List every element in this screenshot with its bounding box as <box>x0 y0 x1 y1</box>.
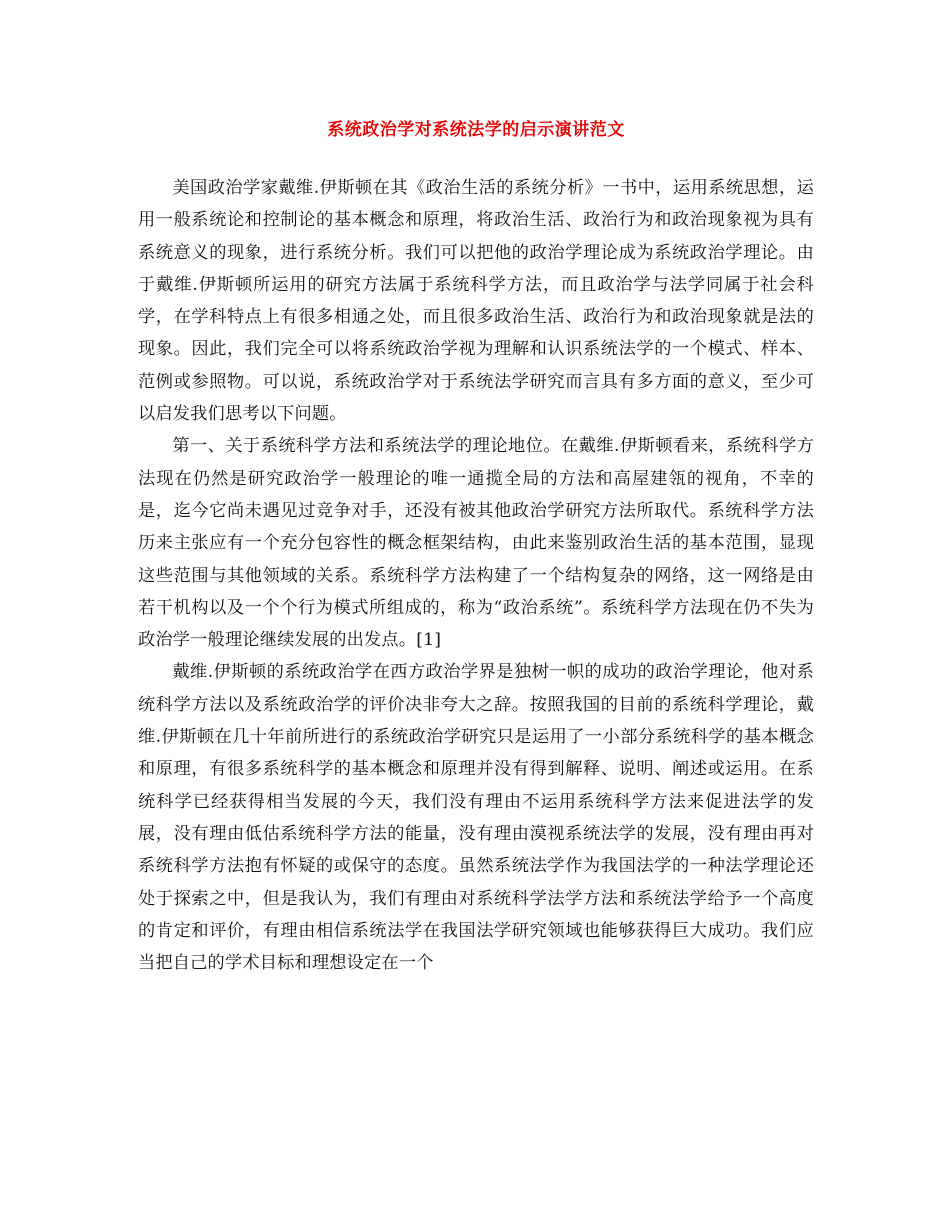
paragraph-intro: 美国政治学家戴维.伊斯顿在其《政治生活的系统分析》一书中，运用系统思想，运用一般系统论和控制论的基本概念和原理，将政治生活、政治行为和政治现象视为具有系统意义的现象，进行系统分析。我们可以把他的政治学理论成为系统政治学理论。由于戴维.伊斯顿所运用的研究方法属于系统科学方法，而且政治学与法学同属于社会科学，在学科特点上有很多相通之处，而且很多政治生活、政治行为和政治现象就是法的现象。因此，我们完全可以将系统政治学视为理解和认识系统法学的一个模式、样本、范例或参照物。可以说，系统政治学对于系统法学研究而言具有多方面的意义，至少可以启发我们思考以下问题。 <box>138 178 814 425</box>
paragraph-first-point: 第一、关于系统科学方法和系统法学的理论地位。在戴维.伊斯顿看来，系统科学方法现在仍然是研究政治学一般理论的唯一通揽全局的方法和高屋建瓴的视角，不幸的是，迄今它尚未遇见过竞争对手，还没有被其他政治学研究方法所取代。系统科学方法历来主张应有一个充分包容性的概念框架结构，由此来鉴别政治生活的基本范围，显现这些范围与其他领域的关系。系统科学方法构建了一个结构复杂的网络，这一网络是由若干机构以及一个个行为模式所组成的，称为“政治系统”。系统科学方法现在仍不失为政治学一般理论继续发展的出发点。[1] <box>138 436 814 651</box>
document-title: 系统政治学对系统法学的启示演讲范文 <box>327 120 625 140</box>
paragraph-evaluation: 戴维.伊斯顿的系统政治学在西方政治学界是独树一帜的成功的政治学理论，他对系统科学方法以及系统政治学的评价决非夸大之辞。按照我国的目前的系统科学理论，戴维.伊斯顿在几十年前所进行的系统政治学研究只是运用了一小部分系统科学的基本概念和原理，有很多系统科学的基本概念和原理并没有得到解释、说明、阐述或运用。在系统科学已经获得相当发展的今天，我们没有理由不运用系统科学方法来促进法学的发展，没有理由低估系统科学方法的能量，没有理由漠视系统法学的发展，没有理由再对系统科学方法抱有怀疑的或保守的态度。虽然系统法学作为我国法学的一种法学理论还处于探索之中，但是我认为，我们有理由对系统科学法学方法和系统法学给予一个高度的肯定和评价，有理由相信系统法学在我国法学研究领域也能够获得巨大成功。我们应当把自己的学术目标和理想设定在一个 <box>138 662 814 974</box>
document-page <box>138 118 814 979</box>
